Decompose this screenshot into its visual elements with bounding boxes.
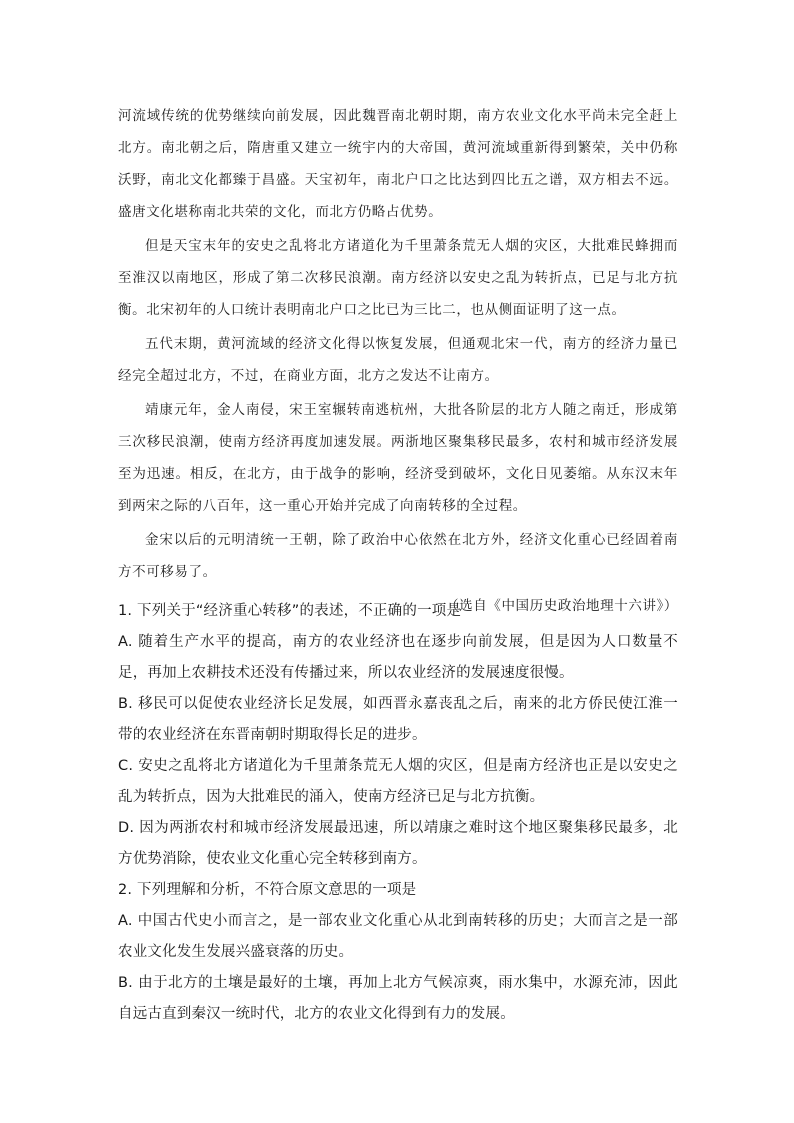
question-1-option-a: A. 随着生产水平的提高，南方的农业经济也在逐步向前发展，但是因为人口数量不足，再加上农耕技术还没有传播过来，所以农业经济的发展速度很慢。 [118, 634, 678, 681]
passage-paragraph-2: 但是天宝末年的安史之乱将北方诸道化为千里萧条荒无人烟的灾区，大批难民蜂拥而至淮汉以南地区，形成了第二次移民浪潮。南方经济以安史之乱为转折点，已足与北方抗衡。北宋初年的人口统计表明南北户口之比已为三比二，也从侧面证明了这一点。 [118, 238, 678, 318]
reading-passage [118, 100, 678, 624]
passage-source: （选自《中国历史政治地理十六讲》） [445, 598, 678, 614]
passage-paragraph-4: 靖康元年，金人南侵，宋王室辗转南逃杭州，大批各阶层的北方人随之南迁，形成第三次移民浪潮，使南方经济再度加速发展。两浙地区聚集移民最多，农村和城市经济发展至为迅速。相反，在北方，由于战争的影响，经济受到破坏，文化日见萎缩。从东汉末年到两宋之际的八百年，这一重心开始并完成了向南转移的全过程。 [118, 402, 678, 514]
question-1-option-c: C. 安史之乱将北方诸道化为千里萧条荒无人烟的灾区，但是南方经济也正是以安史之乱为转折点，因为大批难民的涌入，使南方经济已足与北方抗衡。 [118, 758, 678, 805]
question-1-stem: 1. 下列关于“经济重心转移”的表述，不正确的一项是 [118, 603, 462, 619]
passage-paragraph-5: 金宋以后的元明清统一王朝，除了政治中心依然在北方外，经济文化重心已经固着南方不可移易了。 [118, 532, 678, 580]
question-2-option-b: B. 由于北方的土壤是最好的土壤，再加上北方气候凉爽，雨水集中，水源充沛，因此自远古直到秦汉一统时代，北方的农业文化得到有力的发展。 [118, 975, 678, 1022]
question-1-option-b: B. 移民可以促使农业经济长足发展，如西晋永嘉丧乱之后，南来的北方侨民使江淮一带的农业经济在东晋南朝时期取得长足的进步。 [118, 696, 678, 743]
passage-paragraph-3: 五代末期，黄河流域的经济文化得以恢复发展，但通观北宋一代，南方的经济力量已经完全超过北方，不过，在商业方面，北方之发达不让南方。 [118, 336, 678, 384]
question-section [118, 596, 678, 1030]
question-1-option-d: D. 因为两浙农村和城市经济发展最迅速，所以靖康之难时这个地区聚集移民最多，北方优势消除，使农业文化重心完全转移到南方。 [118, 820, 678, 867]
question-2-option-a: A. 中国古代史小而言之，是一部农业文化重心从北到南转移的历史；大而言之是一部农业文化发生发展兴盛衰落的历史。 [118, 913, 678, 960]
passage-paragraph-1: 河流域传统的优势继续向前发展，因此魏晋南北朝时期，南方农业文化水平尚未完全赶上北方。南北朝之后，隋唐重又建立一统宇内的大帝国，黄河流域重新得到繁荣，关中仍称沃野，南北文化都臻于昌盛。天宝初年，南北户口之比达到四比五之谱，双方相去不远。盛唐文化堪称南北共荣的文化，而北方仍略占优势。 [118, 108, 678, 220]
question-2-stem: 2. 下列理解和分析，不符合原文意思的一项是 [118, 882, 417, 898]
